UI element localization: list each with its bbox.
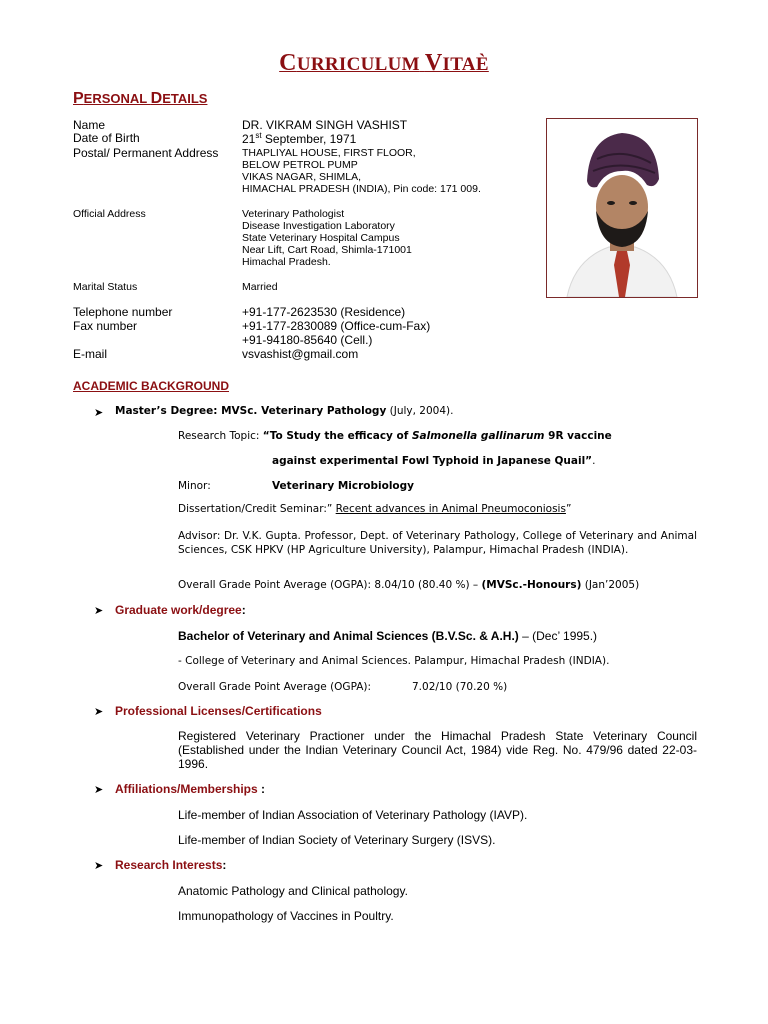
- postal-address-label: Postal/ Permanent Address: [73, 146, 219, 160]
- graduate-ogpa-label: Overall Grade Point Average (OGPA):: [178, 681, 372, 693]
- research-topic-line2: against experimental Fowl Typhoid in Japanese Quail”.: [272, 455, 596, 467]
- affiliation-item: Life-member of Indian Society of Veterinary Surgery (ISVS).: [178, 833, 496, 847]
- telephone-value: +91-177-2623530 (Residence): [242, 305, 406, 319]
- fax-label: Fax number: [73, 319, 138, 333]
- bullet-arrow-icon: ➤: [94, 860, 104, 872]
- official-address-line: State Veterinary Hospital Campus: [242, 232, 400, 244]
- postal-address-line: BELOW PETROL PUMP: [242, 159, 358, 171]
- portrait-photo: [546, 118, 698, 298]
- bullet-arrow-icon: ➤: [94, 605, 104, 617]
- graduate-heading: Graduate work/degree:: [115, 603, 246, 617]
- name-value: DR. VIKRAM SINGH VASHIST: [242, 118, 408, 132]
- graduate-college: - College of Veterinary and Animal Sciences. Palampur, Himachal Pradesh (INDIA).: [178, 655, 610, 667]
- cell-value: +91-94180-85640 (Cell.): [242, 333, 373, 347]
- research-interests-heading: Research Interests:: [115, 858, 227, 872]
- email-label: E-mail: [73, 347, 108, 361]
- research-interest-item: Anatomic Pathology and Clinical pathology.: [178, 884, 408, 898]
- personal-details-heading: PERSONAL DETAILS: [73, 90, 208, 107]
- masters-degree: Master’s Degree: MVSc. Veterinary Pathology (July, 2004).: [115, 405, 454, 417]
- affiliation-item: Life-member of Indian Association of Veterinary Pathology (IAVP).: [178, 808, 528, 822]
- postal-address-line: VIKAS NAGAR, SHIMLA,: [242, 171, 362, 183]
- licenses-text: Registered Veterinary Practioner under the Himachal Pradesh State Veterinary Council (Established under the Indian Veterinary Council Act, 1984) vide Reg. No. 479/96 dated 22-03-1996.: [178, 729, 697, 771]
- official-address-line: Veterinary Pathologist: [242, 208, 345, 220]
- affiliations-heading: Affiliations/Memberships :: [115, 782, 266, 796]
- masters-ogpa: Overall Grade Point Average (OGPA): 8.04/10 (80.40 %) – (MVSc.-Honours) (Jan’2005): [178, 579, 640, 591]
- licenses-heading: Professional Licenses/Certifications: [115, 704, 322, 718]
- research-topic: Research Topic: “To Study the efficacy of Salmonella gallinarum 9R vaccine: [178, 430, 612, 442]
- bullet-arrow-icon: ➤: [94, 784, 104, 796]
- email-value: vsvashist@gmail.com: [242, 347, 359, 361]
- academic-background-heading: ACADEMIC BACKGROUND: [73, 379, 229, 393]
- cv-title: CURRICULUM VITAÈ: [279, 50, 489, 76]
- portrait-illustration: [547, 119, 697, 297]
- bachelor-degree: Bachelor of Veterinary and Animal Sciences (B.V.Sc. & A.H.) – (Dec’ 1995.): [178, 629, 598, 643]
- marital-status-value: Married: [242, 281, 278, 293]
- postal-address-line: THAPLIYAL HOUSE, FIRST FLOOR,: [242, 147, 416, 159]
- bullet-arrow-icon: ➤: [94, 407, 104, 419]
- telephone-label: Telephone number: [73, 305, 173, 319]
- dob-label: Date of Birth: [73, 131, 140, 145]
- credit-seminar: Dissertation/Credit Seminar:” Recent advances in Animal Pneumoconiosis”: [178, 503, 572, 515]
- dob-value: 21st September, 1971: [242, 131, 357, 146]
- fax-value: +91-177-2830089 (Office-cum-Fax): [242, 319, 431, 333]
- bullet-arrow-icon: ➤: [94, 706, 104, 718]
- official-address-line: Disease Investigation Laboratory: [242, 220, 395, 232]
- official-address-label: Official Address: [73, 208, 146, 220]
- research-interest-item: Immunopathology of Vaccines in Poultry.: [178, 909, 394, 923]
- marital-status-label: Marital Status: [73, 281, 138, 293]
- official-address-line: Himachal Pradesh.: [242, 256, 331, 268]
- minor-value: Veterinary Microbiology: [272, 480, 414, 492]
- postal-address-line: HIMACHAL PRADESH (INDIA), Pin code: 171 009.: [242, 183, 481, 195]
- advisor-text: Advisor: Dr. V.K. Gupta. Professor, Dept. of Veterinary Pathology, College of Veterinary and Animal Sciences, CSK HPKV (HP Agriculture University), Palampur, Himachal Pradesh (INDIA).: [178, 530, 697, 556]
- name-label: Name: [73, 118, 106, 132]
- graduate-ogpa-value: 7.02/10 (70.20 %): [412, 681, 508, 693]
- official-address-line: Near Lift, Cart Road, Shimla-171001: [242, 244, 412, 256]
- minor-label: Minor:: [178, 480, 211, 492]
